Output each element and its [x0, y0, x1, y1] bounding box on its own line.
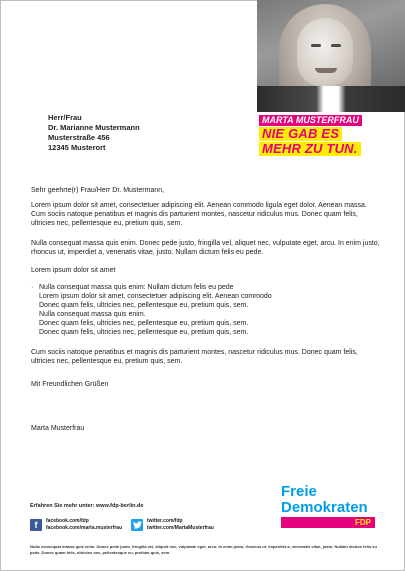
salutation: Sehr geehrte(r) Frau/Herr Dr. Mustermann,: [31, 187, 165, 194]
signature: Marta Musterfrau: [31, 425, 85, 432]
learn-more-link[interactable]: Erfahren Sie mehr unter: www.fdp-berlin.de: [30, 503, 144, 509]
facebook-links[interactable]: [30, 517, 122, 533]
facebook-icon: f: [30, 519, 42, 531]
twitter-link-1[interactable]: twitter.com/fdp: [147, 518, 183, 524]
paragraph-4: Cum sociis natoque penatibus et magnis dis parturient montes, nascetur ridiculus mus. Donec quam felis, ultricies nec, pellentesque eu, pretium quis, sem.: [31, 349, 358, 365]
list-item: [31, 319, 381, 328]
address-line-3: Musterstraße 456: [48, 133, 110, 142]
facebook-link-2[interactable]: facebook.com/marta.musterfrau: [46, 525, 123, 531]
closing: Mit Freundlichen Grüßen: [31, 381, 109, 388]
photo-face: [297, 18, 353, 86]
bullet-dot: ·: [31, 284, 34, 291]
list-item-text: Donec quam felis, ultricies nec, pellentesque eu, pretium quis, sem.: [39, 320, 249, 327]
recipient-address: [48, 113, 140, 153]
address-line-1: Herr/Frau: [48, 113, 82, 122]
list-item-text: Nulla consequat massa quis enim.: [39, 311, 146, 318]
photo-eye-left: [311, 44, 321, 47]
paragraph-3: Lorem ipsum dolor sit amet: [31, 267, 116, 274]
list-item-text: Donec quam felis, ultricies nec, pellentesque eu, pretium quis, sem.: [39, 329, 249, 336]
logo-line-1: Freie: [281, 483, 317, 500]
paragraph-1: Lorem ipsum dolor sit amet, consectetuer adipiscing elit. Aenean commodo ligula eget dolor. Aenean massa. Cum sociis natoque penatibus et magnis dis parturient montes, nascetur ridiculus mus. Donec quam felis, ultricies nec, pellentesque eu, pretium quis, sem.: [31, 202, 367, 227]
twitter-links[interactable]: [131, 517, 214, 533]
slogan-candidate-name: MARTA MUSTERFRAU: [259, 115, 362, 126]
list-item-text: Donec quam felis, ultricies nec, pellentesque eu, pretium quis, sem.: [39, 302, 249, 309]
list-item: [31, 292, 381, 301]
fineprint: Nulla consequat massa quis enim. Donec pede justo, fringilla vel, aliquet nec, vulputate eget, arcu. In enim justo, rhoncus ut, imperdiet a, venenatis vitae, justo. Nullam dictum felis eu pede. Donec quam felis, ultricies nec, pellentesque eu, pretium quis, sem.: [30, 544, 377, 555]
candidate-photo: [257, 0, 405, 112]
paragraph-2: Nulla consequat massa quis enim. Donec pede justo, fringilla vel, aliquet nec, vulputate eget, arcu. In enim justo, rhoncus ut, imperdiet a, venenatis vitae, justo. Nullam dictum felis eu pede.: [31, 240, 380, 256]
twitter-link-2[interactable]: twitter.com/MartaMusterfrau: [147, 525, 214, 531]
photo-shirt: [257, 86, 405, 112]
slogan-line-1: NIE GAB ES: [259, 127, 342, 141]
list-item: [31, 310, 381, 319]
list-item: [31, 328, 381, 337]
fdp-logo: [281, 484, 375, 528]
logo-bar: FDP: [281, 517, 375, 528]
slogan-line-2: MEHR ZU TUN.: [259, 142, 361, 156]
photo-mouth: [315, 68, 337, 73]
facebook-link-1[interactable]: facebook.com/fdp: [46, 518, 89, 524]
address-line-2: Dr. Marianne Mustermann: [48, 123, 140, 132]
photo-eye-right: [331, 44, 341, 47]
list-item-text: Lorem ipsum dolor sit amet, consectetuer adipiscing elit. Aenean commodo: [39, 293, 272, 300]
list-item-text: Nulla consequat massa quis enim: Nullam dictum felis eu pede: [39, 284, 234, 291]
list-item: [31, 283, 381, 292]
list-item: [31, 301, 381, 310]
logo-line-2: Demokraten: [281, 499, 368, 516]
twitter-icon: [131, 519, 143, 531]
address-line-4: 12345 Musterort: [48, 143, 106, 152]
bullet-list: [31, 283, 381, 337]
